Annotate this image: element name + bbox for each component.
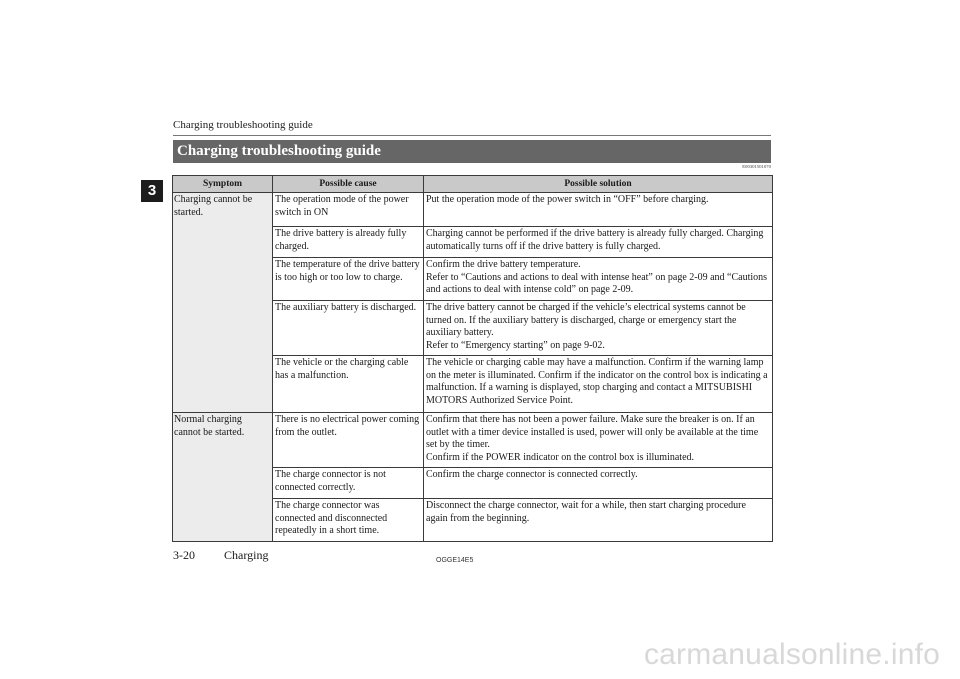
cause-cell: The charge connector was connected and disconnected repeatedly in a short time. <box>273 499 424 542</box>
solution-cell: The vehicle or charging cable may have a malfunction. Confirm if the warning lamp on the meter is illuminated. Confirm if the indicator on the control box is indicating a malfunction. If a warning is displayed, stop charging and contact a MITSUBISHI MOTORS Authorized Service Point. <box>424 356 773 413</box>
cause-cell: The operation mode of the power switch in ON <box>273 193 424 227</box>
running-header: Charging troubleshooting guide <box>173 119 313 131</box>
symptom-cell: Charging cannot be started. <box>173 193 273 413</box>
footer-section-name: Charging <box>224 548 269 562</box>
troubleshooting-table <box>172 175 773 542</box>
symptom-cell: Normal charging cannot be started. <box>173 413 273 542</box>
cause-cell: The temperature of the drive battery is too high or too low to charge. <box>273 258 424 301</box>
solution-cell: Confirm that there has not been a power failure. Make sure the breaker is on. If an outlet with a timer device installed is used, power will only be available at the time set by the timer. Confirm if the POWER indicator on the control box is illuminated. <box>424 413 773 468</box>
column-header-solution: Possible solution <box>424 176 773 193</box>
solution-cell: Charging cannot be performed if the drive battery is already fully charged. Charging automatically turns off if the drive battery is fully charged. <box>424 227 773 258</box>
section-title-bar <box>173 140 771 163</box>
table-row <box>173 193 773 227</box>
header-rule <box>173 135 771 136</box>
column-header-cause: Possible cause <box>273 176 424 193</box>
solution-cell: The drive battery cannot be charged if the vehicle’s electrical systems cannot be turned on. If the auxiliary battery is discharged, charge or emergency start the auxiliary battery. Refer to “Emergency starting” on page 9-02. <box>424 301 773 356</box>
column-header-symptom: Symptom <box>173 176 273 193</box>
table-row <box>173 413 773 468</box>
table-header-row <box>173 176 773 193</box>
cause-cell: The charge connector is not connected correctly. <box>273 468 424 499</box>
solution-cell: Confirm the drive battery temperature. Refer to “Cautions and actions to deal with intense heat” on page 2-09 and “Cautions and actions to deal with intense cold” on page 2-09. <box>424 258 773 301</box>
cause-cell: The drive battery is already fully charged. <box>273 227 424 258</box>
section-title: Charging troubleshooting guide <box>177 143 381 159</box>
solution-cell: Disconnect the charge connector, wait for a while, then start charging procedure again from the beginning. <box>424 499 773 542</box>
footer-page-number: 3-20 <box>173 548 195 562</box>
chapter-tab: 3 <box>141 180 163 202</box>
solution-cell: Put the operation mode of the power switch in “OFF” before charging. <box>424 193 773 227</box>
footer-document-code: OGGE14E5 <box>436 557 474 564</box>
cause-cell: The auxiliary battery is discharged. <box>273 301 424 356</box>
cause-cell: The vehicle or the charging cable has a malfunction. <box>273 356 424 413</box>
solution-cell: Confirm the charge connector is connected correctly. <box>424 468 773 499</box>
cause-cell: There is no electrical power coming from the outlet. <box>273 413 424 468</box>
reference-code: E00301501070 <box>742 164 771 169</box>
watermark: carmanualsonline.info <box>643 638 940 671</box>
